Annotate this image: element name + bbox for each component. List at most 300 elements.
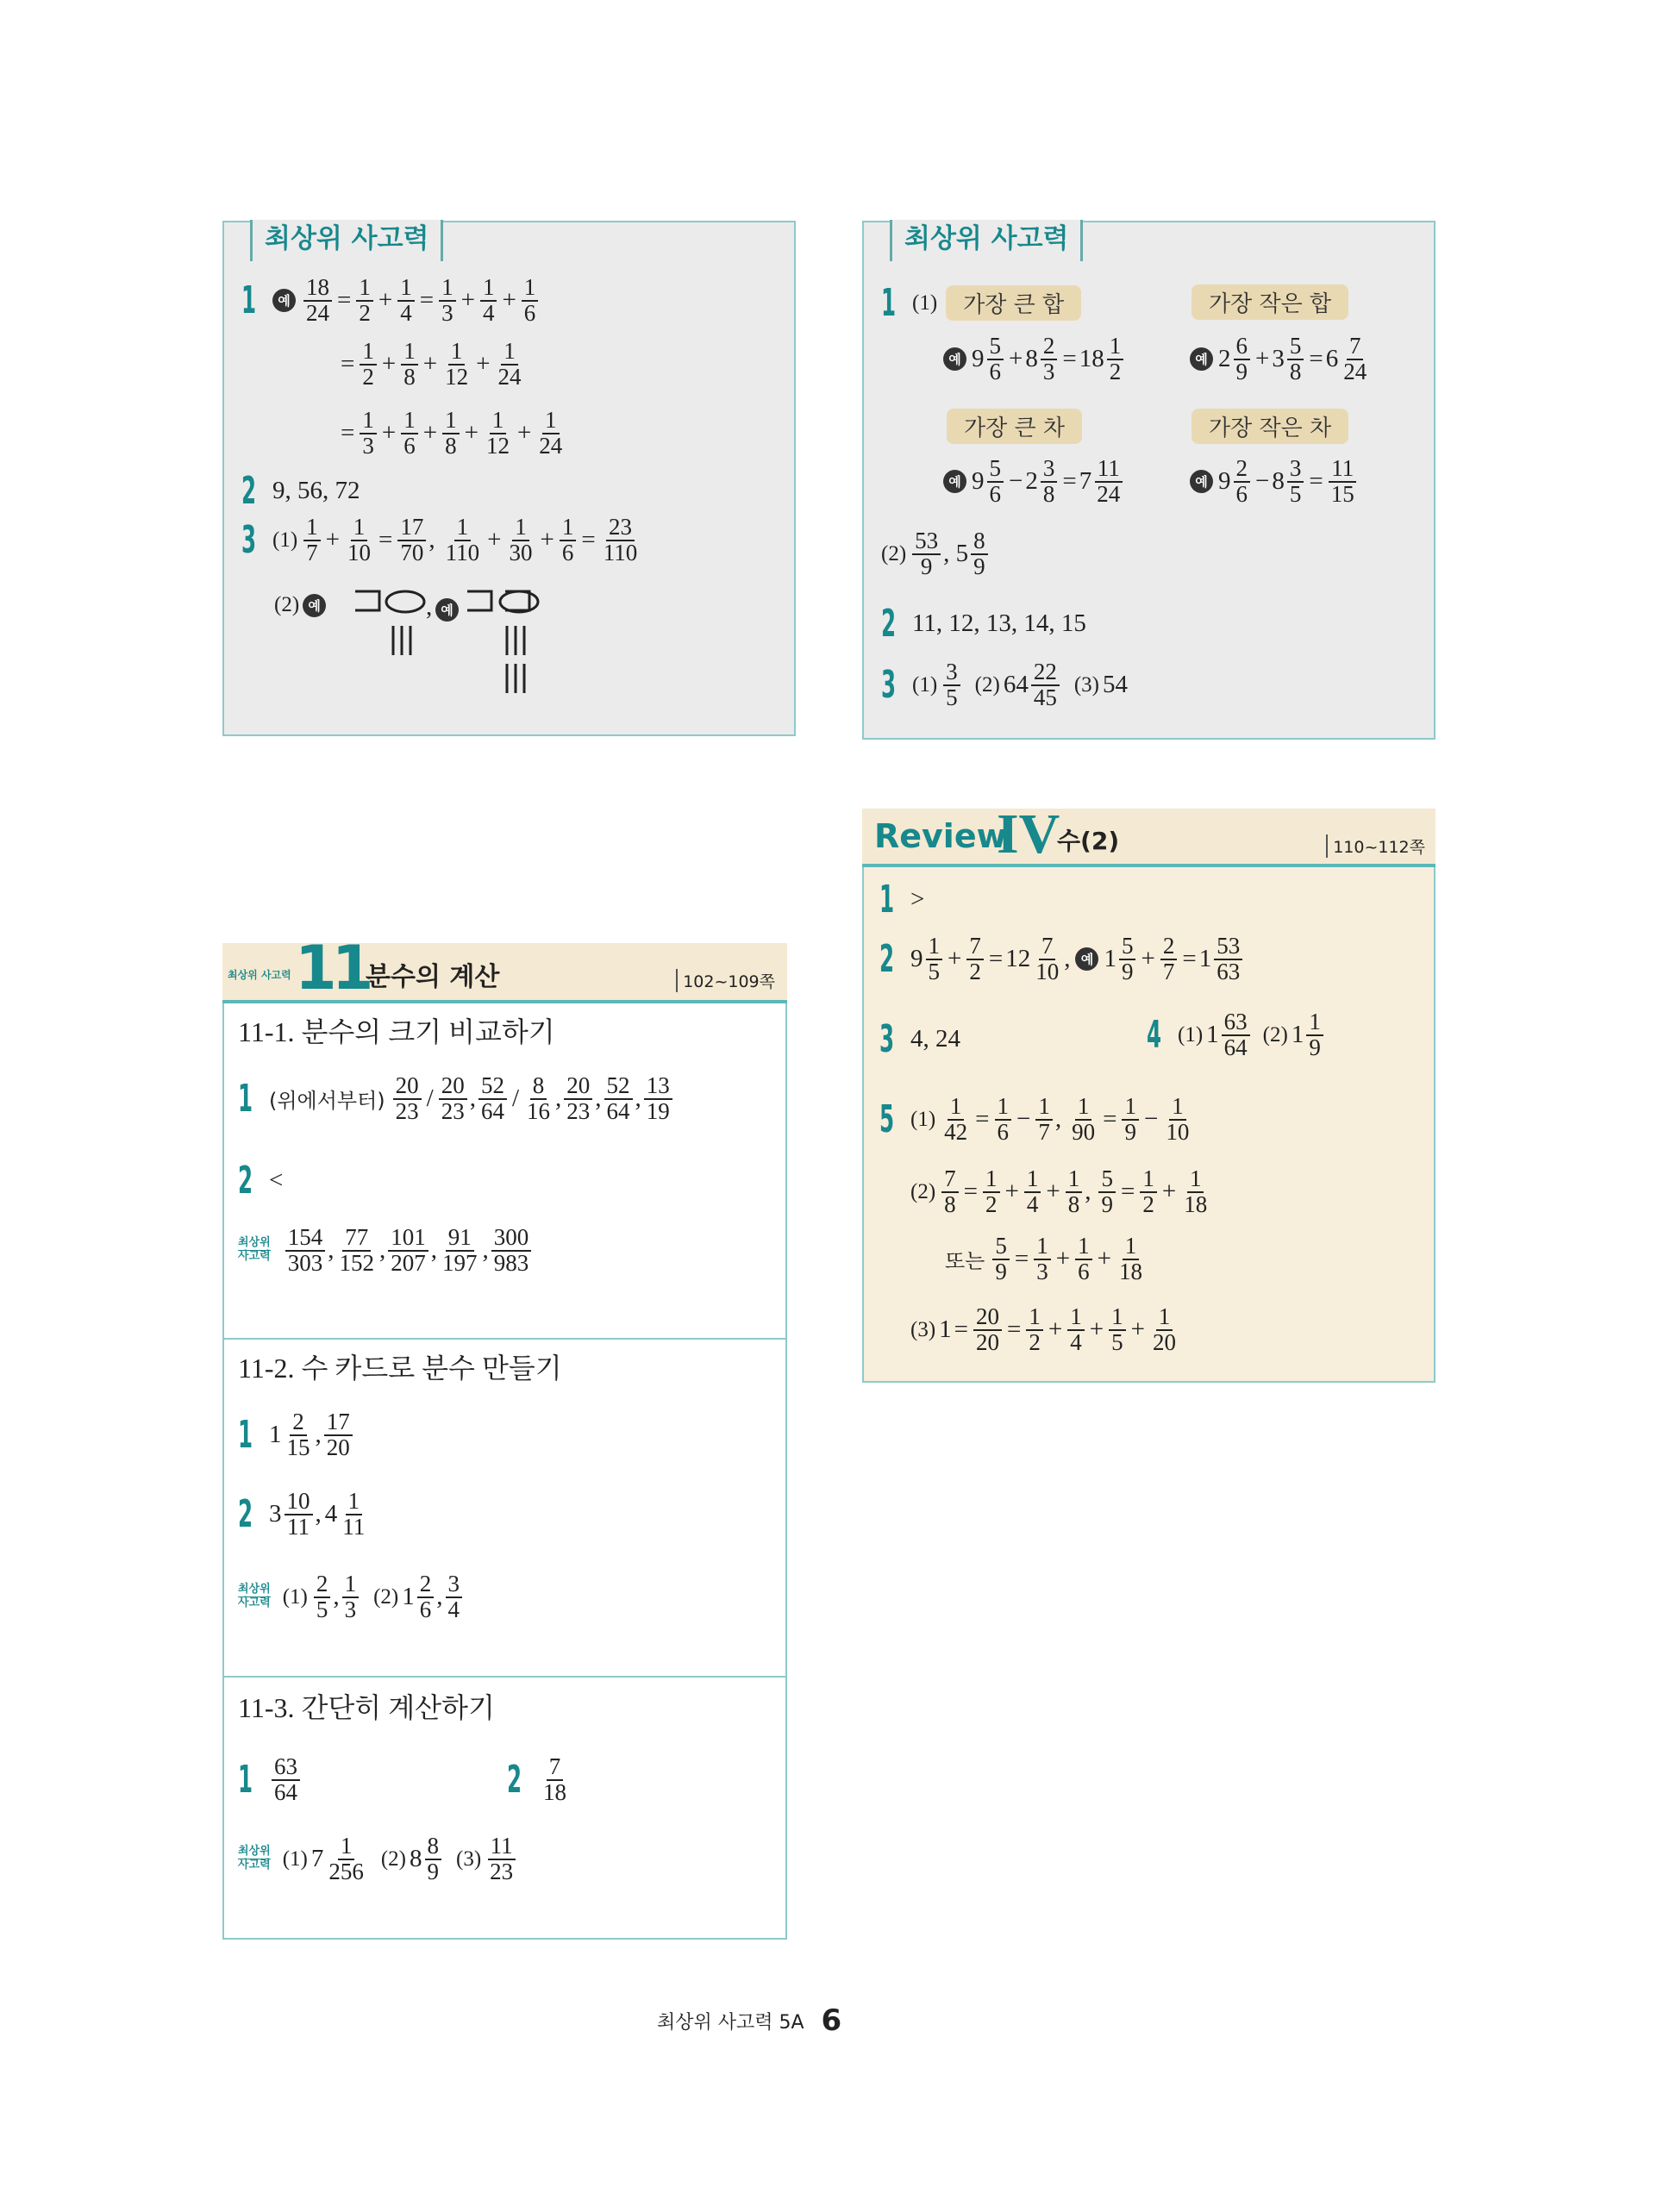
text: 3 [1272,345,1285,373]
fraction [1181,1167,1210,1216]
fraction [272,1755,300,1804]
operator: = [1062,467,1077,496]
operator: + [1089,1315,1104,1344]
operator: = [581,526,596,554]
numerator: 1 [522,276,539,302]
text: 12 [1005,945,1031,973]
numerator: 20 [393,1074,422,1100]
fraction [487,1834,516,1884]
sec11-3-answer-1 [238,1755,303,1804]
numerator: 63 [272,1755,300,1781]
numerator: 8 [530,1074,547,1100]
text: 9 [972,345,985,373]
denominator: 24 [497,363,522,390]
subsection-11-1-title: 11-1. 분수의 크기 비교하기 [238,1016,555,1047]
denominator: 9 [1235,358,1248,384]
fraction [992,1234,1010,1284]
fraction [1329,457,1357,506]
fraction [524,1074,553,1123]
fraction [388,1226,428,1275]
text: , [482,1236,489,1265]
fraction [1150,1305,1179,1354]
text: , [1064,945,1071,973]
numerator: 1 [1024,1167,1041,1193]
answer-1-line3 [338,409,567,458]
operator: + [487,526,502,554]
thinking-badge-text: 최상위 [238,1845,271,1859]
sub-question-label: (1) [1178,1022,1204,1047]
fraction [560,516,577,565]
fraction [1222,1010,1250,1059]
numerator: 3 [943,660,960,686]
operator: + [1141,945,1155,973]
example-mark-icon: 예 [1190,347,1213,371]
denominator: 3 [441,299,453,326]
fraction [987,457,1004,506]
numerator: 1 [360,409,377,434]
numerator: 53 [912,529,941,555]
numerator: 1 [351,516,368,541]
numerator: 1 [480,276,497,302]
example-mark-icon: 예 [272,289,296,312]
numerator: 20 [973,1305,1002,1331]
operator: + [381,350,397,378]
example-mark-icon: 예 [1190,470,1213,493]
fraction [336,1226,377,1275]
numerator: 3 [1287,457,1304,483]
fraction [604,1074,633,1123]
denominator: 24 [1343,358,1367,384]
fraction [1069,1095,1098,1144]
sub-question-label: (1) [282,1584,308,1609]
section-number: 11 [295,933,369,1003]
denominator: 6 [1078,1258,1090,1284]
sub-question-label: (2) [1262,1022,1288,1047]
numerator: 1 [1026,1305,1043,1331]
fraction [1163,1095,1192,1144]
numerator: 52 [478,1074,507,1100]
denominator: 15 [286,1434,310,1460]
fraction [484,409,512,458]
operator: = [341,419,355,447]
fraction [495,340,523,389]
operator: + [948,945,962,973]
answer-2 [881,602,1086,646]
numerator: 1 [926,934,943,960]
numerator: 5 [1287,334,1304,360]
numerator: 20 [564,1074,592,1100]
label-largest-diff: 가장 큰 차 [947,409,1082,444]
fraction [973,1305,1002,1354]
fraction [995,1095,1012,1144]
numerator: 7 [547,1755,564,1781]
section-title: 분수의 계산 [366,962,500,992]
ancient-numeral-drawing-2 [466,584,569,722]
fraction [401,409,418,458]
text: 2 [1218,345,1231,373]
denominator: 3 [362,432,374,459]
thinking-badge-text: 최상위 [238,1236,271,1250]
review-answer-5-1 [879,1095,1194,1144]
operator: + [1255,345,1270,373]
text: 1 [1104,945,1116,973]
fraction [1234,334,1251,384]
numerator: 1 [1123,1234,1140,1260]
fraction [342,1572,360,1622]
review-header [862,803,1435,867]
operator: + [1161,1178,1177,1206]
denominator: 7 [306,539,318,565]
numerator: 1 [360,340,377,366]
question-number: 3 [241,518,257,563]
review-answer-5-2 [910,1167,1212,1216]
fraction [397,516,426,565]
question-number: 2 [507,1758,522,1803]
operator: + [1130,1315,1145,1344]
denominator: 2 [969,958,981,984]
operator: − [1255,467,1270,496]
sub-question-label: (2) [910,1179,936,1203]
denominator: 12 [445,363,469,390]
denominator: 983 [493,1249,529,1276]
numerator: 1 [995,1095,1012,1121]
numerator: 2 [314,1572,331,1598]
numerator: 2 [1041,334,1058,360]
fraction [1122,1095,1139,1144]
fraction [1026,1305,1043,1354]
denominator: 20 [976,1328,1000,1355]
numerator: 8 [971,529,988,555]
denominator: 2 [1029,1328,1041,1355]
review-answer-4 [1147,1010,1326,1059]
fraction [1119,934,1136,984]
operator: + [1009,345,1023,373]
operator: = [1007,1315,1022,1344]
text: 1 [1206,1021,1219,1049]
text: 4, 24 [910,1025,960,1053]
numerator: 1 [1107,334,1124,360]
page-number: 6 [821,2003,842,2038]
sec11-3-thinking [238,1834,518,1884]
text: , [436,1583,443,1611]
fraction [360,409,377,458]
operator: − [1009,467,1023,496]
numerator: 11 [1329,457,1356,483]
fraction [480,276,497,325]
thinking-badge [238,1237,271,1264]
numerator: 1 [303,516,321,541]
fraction [356,276,373,325]
denominator: 24 [306,299,329,326]
section-label: 최상위 사고력 [250,220,443,261]
label-smallest-diff: 가장 작은 차 [1192,409,1348,444]
review-answer-3 [879,1017,960,1061]
fraction [360,340,377,389]
text: 18 [1079,345,1104,373]
numerator: 20 [439,1074,467,1100]
denominator: 3 [1042,358,1055,384]
fraction [1041,457,1058,506]
fraction [912,529,941,578]
operator: + [1046,1178,1060,1206]
text: 3 [269,1500,282,1528]
denominator: 10 [347,539,372,565]
operator: = [1062,345,1077,373]
numerator: 1 [1187,1167,1204,1193]
denominator: 18 [1184,1190,1208,1217]
denominator: 2 [359,299,371,326]
fraction [1066,1167,1083,1216]
denominator: 9 [427,1858,439,1884]
denominator: 4 [1026,1190,1039,1217]
denominator: 19 [646,1097,670,1124]
text: , 5 [943,540,969,568]
text: 6 [1325,345,1339,373]
review-pages: 110~112쪽 [1326,834,1425,858]
numerator: 23 [606,516,635,541]
operator: = [1014,1245,1029,1273]
numerator: 22 [1031,660,1060,686]
text: , [328,1236,335,1265]
thinking-badge-text: 최상위 [238,1583,271,1597]
text: 9 [910,945,923,973]
fraction [1287,334,1304,384]
operator: / [426,1084,434,1113]
fraction [1035,1095,1053,1144]
sec11-2-answer-1 [238,1410,355,1459]
denominator: 30 [509,539,533,565]
denominator: 303 [287,1249,323,1276]
denominator: 5 [316,1596,328,1622]
numerator: 17 [397,516,426,541]
fraction [397,276,415,325]
text: , [378,1236,386,1265]
text: 9 [1218,467,1231,496]
fraction [1140,1167,1157,1216]
review-answer-5-3 [910,1305,1181,1354]
denominator: 8 [1289,358,1302,384]
operator: = [337,286,352,315]
denominator: 90 [1072,1118,1096,1145]
operator: = [1182,945,1197,973]
text: 2 [1025,467,1038,496]
denominator: 9 [973,553,985,579]
denominator: 6 [1235,480,1248,507]
fraction [564,1074,592,1123]
numerator: 2 [290,1410,307,1436]
fraction [443,516,483,565]
numerator: 11 [1095,457,1123,483]
denominator: 256 [328,1858,364,1884]
denominator: 6 [523,299,536,326]
fraction [522,276,539,325]
fraction [442,340,471,389]
denominator: 6 [403,432,416,459]
fraction [1214,934,1242,984]
section-11-header [222,933,787,1003]
fraction [536,409,565,458]
text: , [1054,1105,1062,1134]
fraction [442,409,460,458]
example-mark-icon: 예 [303,594,326,617]
operator: + [378,286,393,315]
thinking-badge-text: 사고력 [238,1250,271,1264]
answer-3 [881,660,1128,709]
text: , [555,1084,562,1113]
text: 8 [410,1845,422,1873]
question-number: 4 [1147,1013,1162,1058]
numerator: 1 [401,409,418,434]
denominator: 16 [527,1097,551,1124]
denominator: 5 [1111,1328,1123,1355]
text: < [269,1166,284,1194]
footer-text: 최상위 사고력 5A [657,2011,804,2034]
denominator: 5 [946,684,958,710]
question-number: 2 [879,937,895,982]
numerator: 1 [439,276,456,302]
section-pages: 102~109쪽 [676,969,775,992]
text: 7 [310,1845,324,1873]
fraction [1116,1234,1145,1284]
numerator: 1 [1156,1305,1173,1331]
denominator: 8 [1067,1190,1080,1217]
numerator: 154 [285,1226,326,1252]
fraction [1234,457,1251,506]
numerator: 77 [342,1226,371,1252]
example-mark-icon: 예 [1075,947,1098,971]
denominator: 152 [339,1249,374,1276]
numerator: 1 [1067,1305,1085,1331]
largest-sum-eq [943,334,1126,384]
question-number: 2 [241,469,257,513]
denominator: 6 [989,480,1001,507]
operator: + [460,286,475,315]
answer-2 [241,469,360,513]
answer-box-thinking-1: 최상위 사고력 1 예 $\frac{18}{24}$ = $\frac{1}{2}$ + $\frac{1}{4}$ = $\frac{1}{3}$ + $\frac{1}{4}$ + $\frac{1}{6}$ = $\frac{1}{2}$ + $\frac{1}{8}$ + $\frac{1}{12}$ + $\frac{1}{24}$ = $\frac{1}{3}$ + $\frac{1}{6}$ + $\frac{1}{8}$ + $\frac{1}{12}$ + $\frac{1}{24}$ 2 9, 56, 72 3 (1) $\frac{1}{7}$ + $\frac{1}{10}$ = $\frac{17}{70}$ , $\frac{1}{110}$ + $\frac{1}{30}$ + $\frac{1}{6}$ = $\frac{23}{110}$ (2) 예 , 예 [222,221,796,736]
fraction [1034,1234,1051,1284]
denominator: 23 [441,1097,465,1124]
denominator: 24 [1097,480,1121,507]
denominator: 12 [485,432,510,459]
denominator: 45 [1033,684,1057,710]
numerator: 1 [1035,1095,1053,1121]
section-label: 최상위 사고력 [890,220,1083,261]
denominator: 8 [944,1190,956,1217]
denominator: 9 [1101,1190,1113,1217]
section-badge: 최상위 사고력 [228,969,291,981]
fraction [303,276,332,325]
denominator: 42 [944,1118,968,1145]
question-number: 3 [881,663,897,708]
divider [222,1676,787,1678]
smallest-sum-eq [1190,334,1372,384]
denominator: 4 [1070,1328,1082,1355]
numerator: 1 [1075,1234,1092,1260]
denominator: 4 [482,299,495,326]
denominator: 2 [1109,358,1122,384]
numerator: 1 [442,409,460,434]
operator: = [988,945,1004,973]
denominator: 63 [1217,958,1241,984]
numerator: 1 [512,516,529,541]
fraction [345,516,373,565]
fraction [324,1410,353,1459]
fraction [340,1490,367,1539]
numerator: 3 [1041,457,1058,483]
answer-1-line2 [338,340,526,389]
denominator: 20 [326,1434,350,1460]
text: 1 [1291,1021,1304,1049]
text: , [635,1084,641,1113]
sub-question-label: (2) [373,1584,399,1609]
sub-question-label: (3) [456,1846,482,1871]
text: 1 [402,1583,415,1611]
footer [657,2003,841,2038]
operator: = [419,286,435,315]
operator: + [381,419,397,447]
numerator: 1 [346,1490,363,1515]
denominator: 7 [1162,958,1175,984]
numerator: 7 [966,934,984,960]
denominator: 64 [480,1097,504,1124]
denominator: 20 [1152,1328,1176,1355]
numerator: 91 [446,1226,474,1252]
operator: + [476,350,491,378]
fraction [439,1074,467,1123]
numerator: 1 [560,516,577,541]
numerator: 1 [454,516,472,541]
question-number: 2 [238,1492,253,1537]
denominator: 23 [395,1097,419,1124]
text: 1 [269,1421,282,1449]
question-number: 1 [238,1413,253,1458]
denominator: 110 [445,539,480,565]
numerator: 13 [644,1074,672,1100]
operator: = [1309,467,1323,496]
fraction [941,1095,970,1144]
denominator: 6 [989,358,1001,384]
numerator: 7 [1039,934,1056,960]
thinking-badge [238,1846,271,1872]
sub-question-label: (1) [910,1107,936,1131]
fraction [1306,1010,1323,1059]
text: , [430,1236,437,1265]
fraction [1075,1234,1092,1284]
operator: + [422,419,438,447]
numerator: 18 [303,276,332,302]
fraction [285,1410,313,1459]
operator: = [963,1178,979,1206]
text: , [1085,1178,1091,1206]
numerator: 5 [1119,934,1136,960]
fraction [401,340,418,389]
denominator: 5 [1289,480,1302,507]
denominator: 18 [1118,1258,1142,1284]
operator: + [540,526,554,554]
sub-question-label: (3) [910,1317,936,1341]
question-number: 1 [238,1077,253,1122]
fraction [941,1167,959,1216]
operator: + [1048,1315,1063,1344]
divider [222,1338,787,1340]
numerator: 5 [1098,1167,1116,1193]
fraction [1041,334,1058,384]
sub-question-label: (2) [274,593,300,616]
label-largest-sum: 가장 큰 합 [946,285,1081,321]
sec11-1-thinking [238,1226,534,1275]
numerator: 1 [401,340,418,366]
fraction [644,1074,672,1123]
